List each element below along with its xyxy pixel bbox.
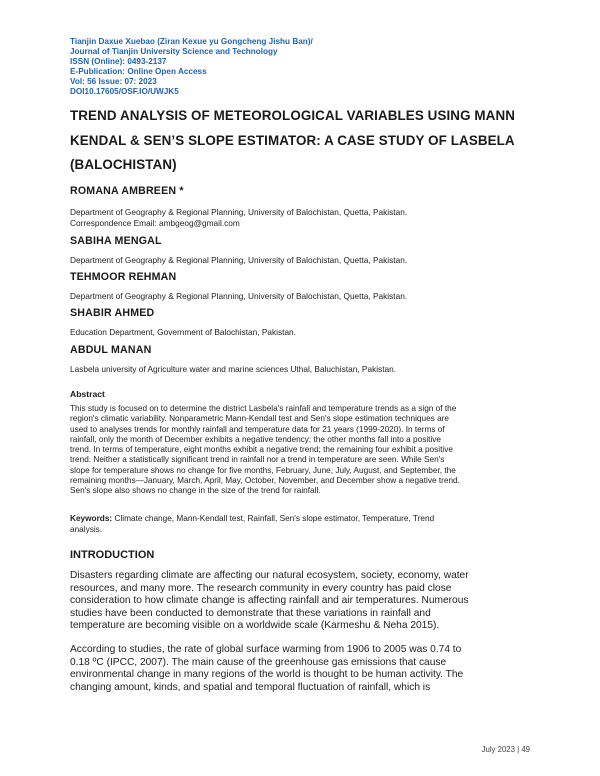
affiliation-line: Correspondence Email: ambgeog@gmail.com (70, 218, 240, 228)
abstract-line: Sen's slope also shows no change in the size of the trend for rainfall. (70, 486, 321, 496)
keywords-list: Climate change, Mann-Kendall test, Rainfall, Sen's slope estimator, Temperature, Trend (112, 514, 435, 523)
author-name: SHABIR AHMED (70, 307, 155, 319)
keywords (70, 514, 532, 535)
affiliation-line: Education Department, Government of Balochistan, Pakistan. (70, 327, 296, 337)
author-name: ABDUL MANAN (70, 344, 152, 356)
author-affiliation (70, 364, 532, 375)
introduction-heading: INTRODUCTION (70, 549, 155, 561)
journal-header (70, 37, 540, 97)
intro-line: consideration to how climate change is affecting rainfall and air temperatures. Numerous (70, 595, 469, 607)
paper-title (70, 104, 540, 178)
author-name: SABIHA MENGAL (70, 235, 162, 247)
keywords-list-continued: analysis. (70, 524, 103, 534)
author-affiliation (70, 255, 532, 266)
journal-line: Tianjin Daxue Xuebao (Ziran Kexue yu Gongcheng Jishu Ban)/ (70, 37, 313, 46)
author-affiliation (70, 291, 532, 302)
journal-line: ISSN (Online): 0493-2137 (70, 57, 167, 66)
intro-line: According to studies, the rate of global surface warming from 1906 to 2005 was 0.74 to (70, 644, 462, 655)
abstract-line: remaining months—January, March, April, May, October, November, and December show a negative trend. (70, 476, 460, 486)
author-affiliation (70, 207, 532, 229)
intro-line: temperature are becoming visible on a worldwide scale (Karmeshu & Neha 2015). (70, 620, 440, 632)
title-line: (BALOCHISTAN) (70, 157, 177, 172)
abstract-line: region's climatic variability. Nonparametric Mann-Kendall test and Sen's slope estimation techniques are (70, 414, 450, 424)
intro-line: environmental change in many regions of the world is thought to be human activity. The (70, 669, 464, 681)
page-footer: July 2023 | 49 (481, 745, 530, 754)
abstract-line: This study is focused on to determine the district Lasbela's rainfall and temperature trends as a sign of the (70, 404, 457, 413)
affiliation-line: Department of Geography & Regional Planning, University of Balochistan, Quetta, Pakistan. (70, 255, 408, 265)
intro-paragraph (70, 644, 532, 694)
author-name: ROMANA AMBREEN * (70, 185, 184, 197)
affiliation-line: Department of Geography & Regional Planning, University of Balochistan, Quetta, Pakistan. (70, 207, 408, 217)
author-affiliation (70, 327, 532, 338)
keywords-label: Keywords: (70, 514, 113, 523)
abstract-line: rainfall, only the month of December exhibits a negative tendency; the other months fall into a positive (70, 434, 442, 444)
title-line: KENDAL & SEN’S SLOPE ESTIMATOR: A CASE STUDY OF LASBELA (70, 132, 515, 148)
intro-paragraph (70, 570, 532, 633)
abstract-line: slope for temperature shows no change for five months, February, June, July, August, and September, the (70, 465, 456, 475)
journal-line: Journal of Tianjin University Science and Technology (70, 47, 278, 56)
journal-line: Vol: 56 Issue: 07: 2023 (70, 77, 157, 86)
abstract-heading: Abstract (70, 389, 105, 399)
abstract-line: trend. In terms of temperature, eight months exhibit a negative trend; the remaining four exhibit a positive (70, 445, 453, 455)
intro-line: resources, and many more. The research community in every country has paid close (70, 582, 452, 594)
abstract-line: used to analyses trends for monthly rainfall and temperature data for 21 years (1999-2020). In terms of (70, 424, 445, 434)
title-line: TREND ANALYSIS OF METEOROLOGICAL VARIABLES USING MANN (70, 108, 515, 123)
affiliation-line: Department of Geography & Regional Planning, University of Balochistan, Quetta, Pakistan. (70, 291, 408, 301)
intro-line: changing amount, kinds, and spatial and temporal fluctuation of rainfall, which is (70, 681, 431, 693)
journal-line: E-Publication: Online Open Access (70, 67, 207, 76)
intro-line: studies have been conducted to demonstrate that these variations in rainfall and (70, 607, 431, 619)
journal-line: DOI10.17605/OSF.IO/UWJK5 (70, 87, 179, 96)
abstract-line: trend. Neither a statistically significant trend in rainfall nor a trend in temperature are seen. While Sen's (70, 455, 445, 465)
author-name: TEHMOOR REHMAN (70, 271, 177, 283)
abstract-body (70, 404, 532, 497)
intro-line: 0.18 ºC (IPCC, 2007). The main cause of the greenhouse gas emissions that cause (70, 656, 447, 668)
affiliation-line: Lasbela university of Agriculture water and marine sciences Uthal, Baluchistan, Pakistan. (70, 364, 397, 374)
intro-line: Disasters regarding climate are affecting our natural ecosystem, society, economy, water (70, 570, 469, 581)
